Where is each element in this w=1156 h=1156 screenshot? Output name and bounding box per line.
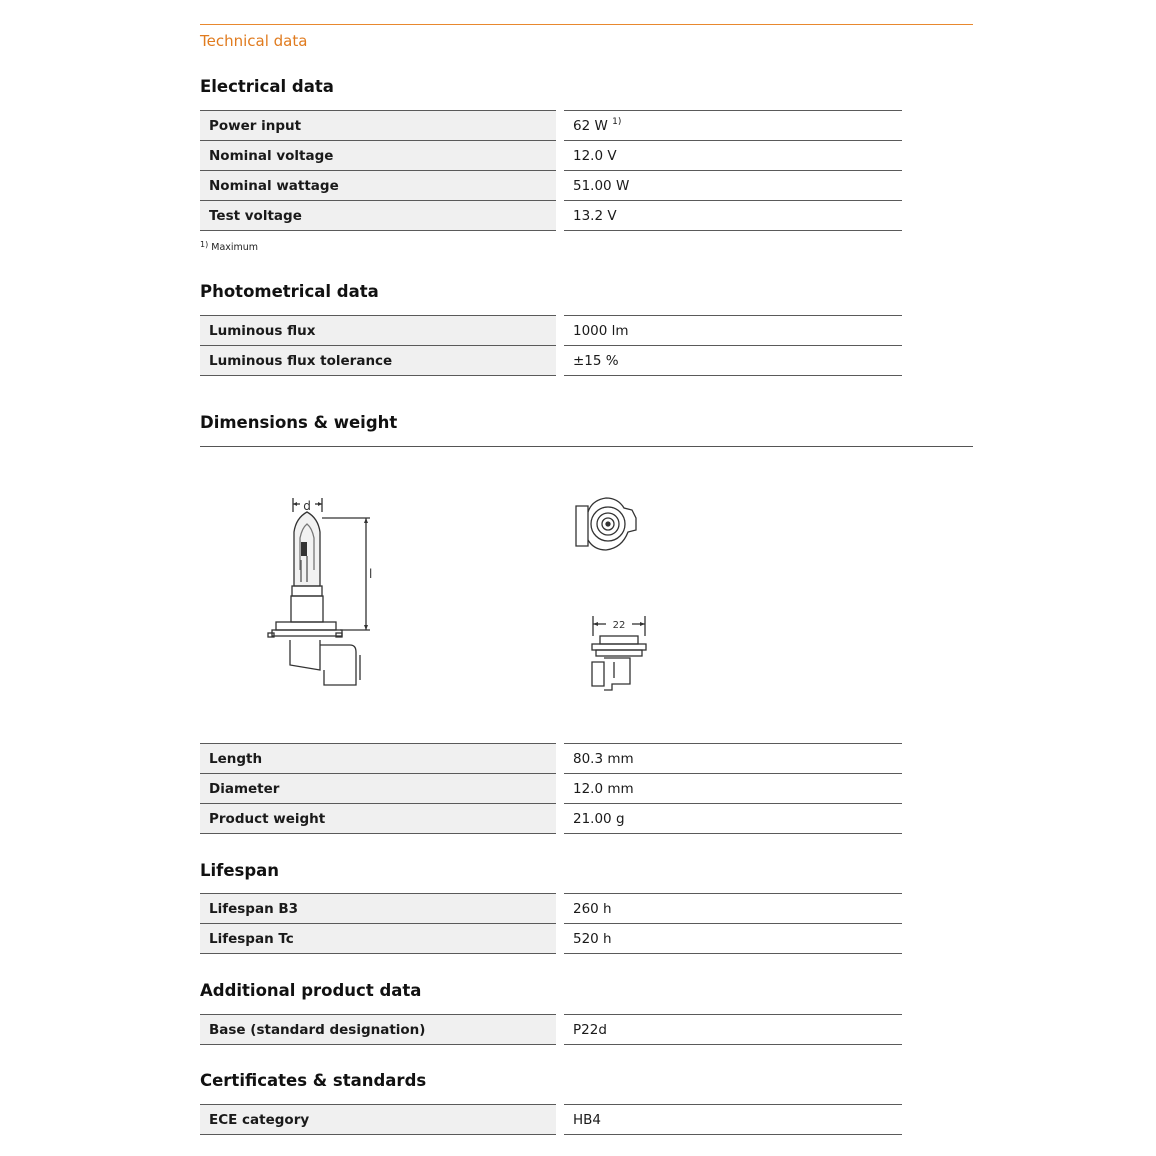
additional-section-title: Additional product data — [200, 981, 422, 1000]
row-value: ±15 % — [560, 346, 902, 376]
row-value: HB4 — [560, 1105, 902, 1135]
row-value — [560, 111, 902, 141]
electrical-section-title: Electrical data — [200, 77, 334, 96]
row-label: ECE category — [200, 1105, 560, 1135]
lifespan-table — [200, 893, 902, 954]
table-row — [200, 804, 902, 834]
row-label: Nominal voltage — [200, 141, 560, 171]
table-row — [200, 141, 902, 171]
row-value: 12.0 V — [560, 141, 902, 171]
row-value: 21.00 g — [560, 804, 902, 834]
table-row — [200, 1015, 902, 1045]
row-label: Nominal wattage — [200, 171, 560, 201]
base-width-label: 22 — [612, 620, 626, 631]
footnote-text: Maximum — [211, 242, 259, 253]
row-label: Lifespan B3 — [200, 894, 560, 924]
top-divider — [200, 24, 973, 25]
bulb-top-drawing-icon — [570, 492, 650, 562]
row-value: P22d — [560, 1015, 902, 1045]
table-row — [200, 924, 902, 954]
table-row — [200, 111, 902, 141]
table-row — [200, 1105, 902, 1135]
certificates-section-title: Certificates & standards — [200, 1071, 427, 1090]
row-label: Test voltage — [200, 201, 560, 231]
row-label: Luminous flux tolerance — [200, 346, 560, 376]
table-row — [200, 346, 902, 376]
row-value: 260 h — [560, 894, 902, 924]
row-label: Diameter — [200, 774, 560, 804]
row-value: 51.00 W — [560, 171, 902, 201]
power-input-value: 62 W — [573, 118, 608, 134]
footnote-mark: 1) — [200, 240, 209, 249]
row-value: 520 h — [560, 924, 902, 954]
lifespan-section-title: Lifespan — [200, 861, 280, 880]
table-row — [200, 171, 902, 201]
dimensions-section-title: Dimensions & weight — [200, 413, 398, 432]
row-value: 13.2 V — [560, 201, 902, 231]
additional-table — [200, 1014, 902, 1045]
table-row — [200, 316, 902, 346]
table-row — [200, 744, 902, 774]
diameter-label: d — [303, 499, 311, 513]
photometrical-section-title: Photometrical data — [200, 282, 379, 301]
footnote — [200, 240, 258, 253]
certificates-table — [200, 1104, 902, 1135]
row-value: 1000 lm — [560, 316, 902, 346]
row-label: Product weight — [200, 804, 560, 834]
table-row — [200, 894, 902, 924]
dimensions-divider — [200, 446, 973, 447]
row-value: 80.3 mm — [560, 744, 902, 774]
row-value: 12.0 mm — [560, 774, 902, 804]
bulb-base-drawing-icon — [570, 612, 660, 702]
dimensions-table — [200, 743, 902, 834]
row-label: Base (standard designation) — [200, 1015, 560, 1045]
page-kicker: Technical data — [200, 32, 308, 50]
footnote-ref: 1) — [612, 117, 622, 127]
table-row — [200, 201, 902, 231]
row-label: Lifespan Tc — [200, 924, 560, 954]
row-label: Length — [200, 744, 560, 774]
row-label: Luminous flux — [200, 316, 560, 346]
row-label: Power input — [200, 111, 560, 141]
electrical-table — [200, 110, 902, 231]
photometrical-table — [200, 315, 902, 376]
length-label: l — [369, 567, 373, 581]
bulb-side-drawing-icon — [260, 490, 390, 700]
table-row — [200, 774, 902, 804]
